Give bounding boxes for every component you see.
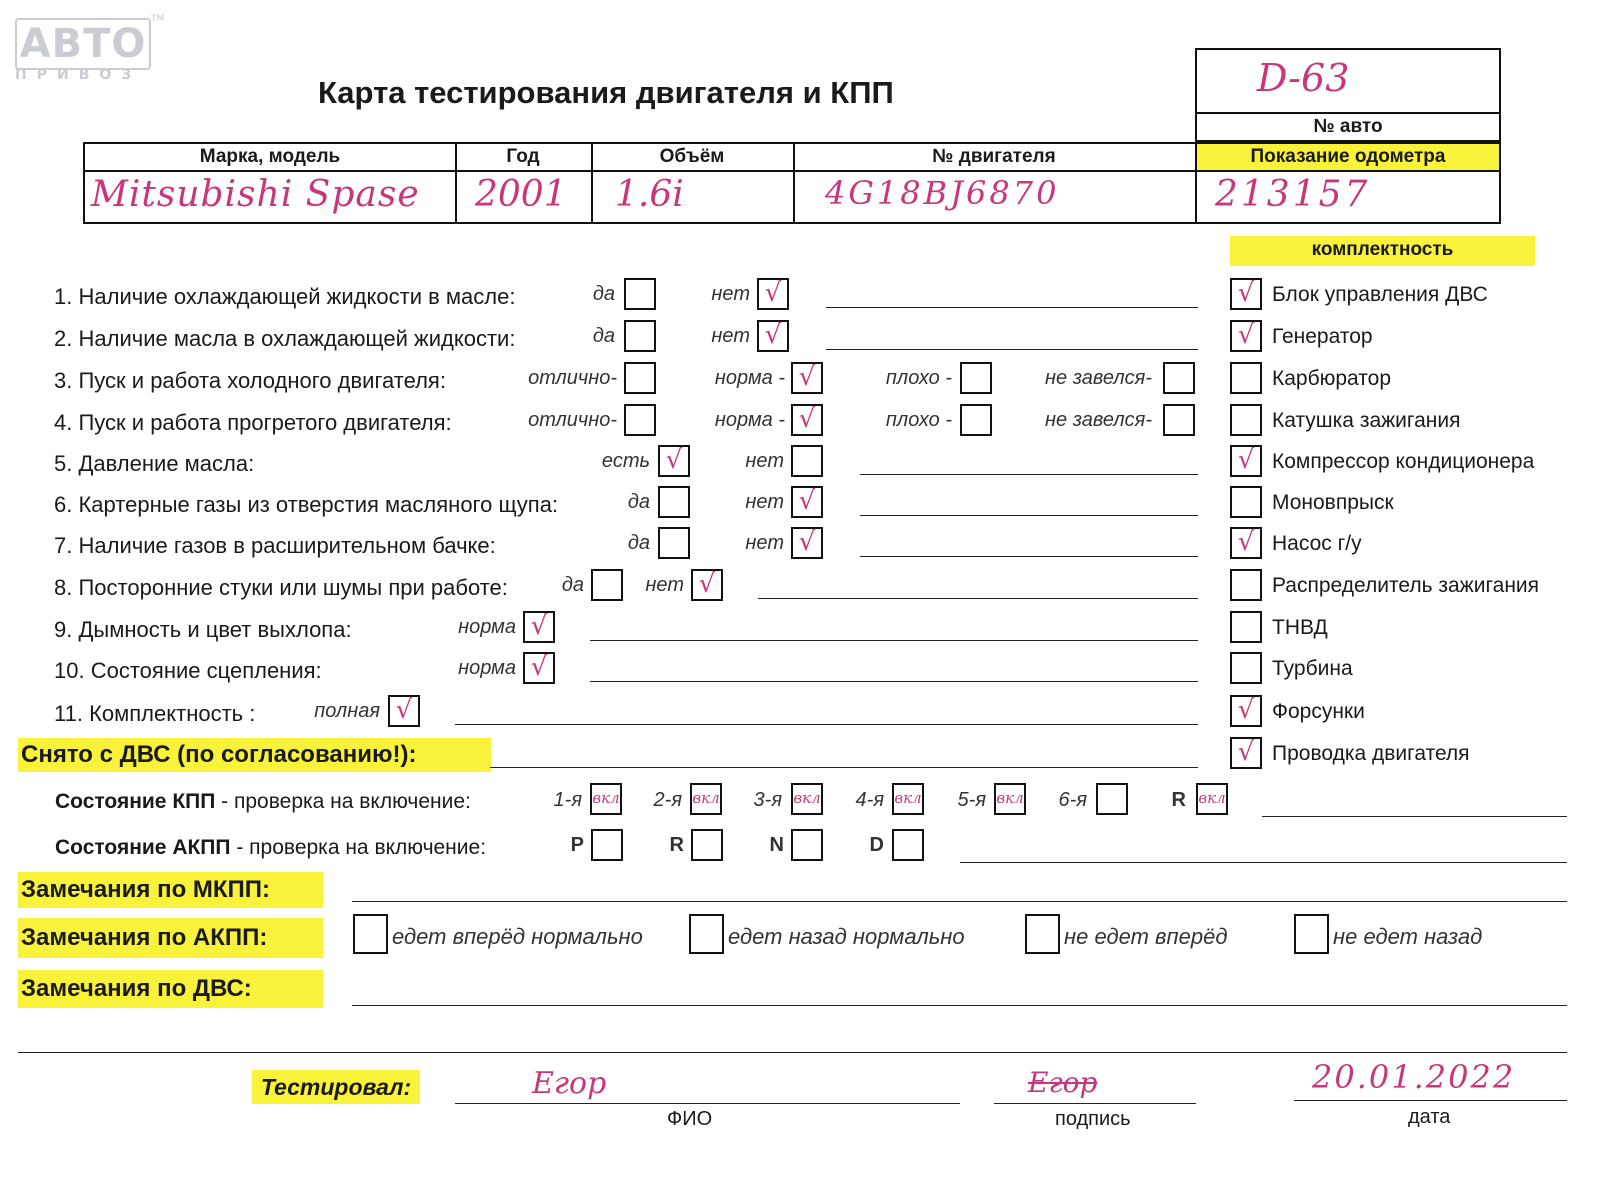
option-label: нет <box>745 491 784 513</box>
completeness-item: Моновпрыск <box>1272 491 1394 514</box>
akpp-remark-option: не едет вперёд <box>1064 924 1228 949</box>
logo-subtitle: ПРИВОЗ <box>15 67 142 83</box>
check-mark: √ <box>395 695 413 725</box>
signature: Егор <box>1028 1066 1098 1099</box>
check-mark: √ <box>665 445 683 475</box>
page-title: Карта тестирования двигателя и КПП <box>318 75 894 110</box>
question-7: 7. Наличие газов в расширительном бачке: <box>54 533 496 558</box>
checkbox-q2-yes[interactable] <box>624 320 656 352</box>
value-odometer: 213157 <box>1215 174 1371 215</box>
check-mark: √ <box>1237 320 1255 350</box>
gear-mark: вкл <box>793 789 821 807</box>
akpp-position-label: P <box>570 834 584 856</box>
checkbox-q3-excellent[interactable] <box>624 362 656 394</box>
option-label: есть <box>601 450 650 472</box>
question-3: 3. Пуск и работа холодного двигателя: <box>54 368 446 393</box>
question-9: 9. Дымность и цвет выхлопа: <box>54 617 352 642</box>
question-10: 10. Состояние сцепления: <box>54 658 322 683</box>
gear-label: 3-я <box>753 789 782 811</box>
option-label: нет <box>711 325 750 347</box>
akpp-label: Состояние АКПП - проверка на включение: <box>55 836 487 859</box>
question-6: 6. Картерные газы из отверстия масляного щупа: <box>54 492 559 517</box>
gear-mark: вкл <box>592 789 620 807</box>
completeness-item: Блок управления ДВС <box>1272 283 1488 306</box>
remarks-akpp-label: Замечания по АКПП: <box>18 918 323 958</box>
checkbox-akpp-n[interactable] <box>791 829 823 861</box>
option-label: да <box>592 283 615 305</box>
auto-number-label: № авто <box>1313 116 1383 137</box>
header-volume: Объём <box>659 146 725 167</box>
gear-mark: вкл <box>996 789 1024 807</box>
checkbox-q4-bad[interactable] <box>960 404 992 436</box>
value-volume: 1.6i <box>615 174 684 215</box>
option-label: не завелся- <box>1045 367 1152 389</box>
vehicle-table <box>83 142 1501 224</box>
checkbox-q4-excellent[interactable] <box>624 404 656 436</box>
completeness-item: Форсунки <box>1272 700 1365 723</box>
checkbox-q3-not-started[interactable] <box>1163 362 1195 394</box>
checkbox-turbine[interactable] <box>1230 652 1262 684</box>
check-mark: √ <box>1237 278 1255 308</box>
remarks-dvs-label: Замечания по ДВС: <box>18 970 323 1008</box>
completeness-item: Распределитель зажигания <box>1272 574 1540 597</box>
question-4: 4. Пуск и работа прогретого двигателя: <box>54 410 452 435</box>
completeness-item: Карбюратор <box>1272 367 1392 390</box>
checkbox-ignition-coil[interactable] <box>1230 404 1262 436</box>
test-date: 20.01.2022 <box>1312 1058 1516 1096</box>
check-mark: √ <box>1237 527 1255 557</box>
question-5: 5. Давление масла: <box>54 451 255 476</box>
header-year: Год <box>506 146 540 167</box>
checkbox-q5-no[interactable] <box>791 445 823 477</box>
check-mark: √ <box>798 486 816 516</box>
option-label: полная <box>314 700 380 722</box>
option-label: да <box>627 491 650 513</box>
check-mark: √ <box>764 278 782 308</box>
checkbox-q8-yes[interactable] <box>591 569 623 601</box>
checkbox-akpp-r[interactable] <box>691 829 723 861</box>
gear-label: 1-я <box>553 789 582 811</box>
check-mark: √ <box>530 652 548 682</box>
completeness-item: Насос г/у <box>1272 532 1362 555</box>
gear-label: R <box>1171 789 1186 811</box>
value-year: 2001 <box>475 174 567 215</box>
completeness-item: Компрессор кондиционера <box>1272 450 1535 473</box>
gear-label: 5-я <box>957 789 986 811</box>
auto-number-value: D-63 <box>1257 56 1350 100</box>
akpp-position-label: N <box>769 834 784 856</box>
header-engine-number: № двигателя <box>932 146 1056 167</box>
completeness-title: комплектность <box>1230 236 1535 266</box>
question-1: 1. Наличие охлаждающей жидкости в масле: <box>54 284 516 309</box>
tester-name: Егор <box>532 1066 607 1101</box>
completeness-item: Генератор <box>1272 325 1373 348</box>
check-mark: √ <box>798 527 816 557</box>
checkbox-no-forward[interactable] <box>1025 914 1060 954</box>
auto-number-box <box>1195 48 1501 142</box>
checkbox-q6-yes[interactable] <box>658 486 690 518</box>
fio-caption: ФИО <box>667 1108 713 1130</box>
logo: АВТО <box>15 18 151 70</box>
checkbox-mono-injection[interactable] <box>1230 486 1262 518</box>
option-label: не завелся- <box>1045 409 1152 431</box>
option-label: нет <box>645 574 684 596</box>
checkbox-q4-not-started[interactable] <box>1163 404 1195 436</box>
option-label: да <box>561 574 584 596</box>
question-8: 8. Посторонние стуки или шумы при работе: <box>54 575 508 600</box>
checkbox-no-reverse[interactable] <box>1294 914 1329 954</box>
remarks-mkpp-label: Замечания по МКПП: <box>18 872 323 908</box>
option-label: плохо - <box>885 409 952 431</box>
checkbox-tnvd[interactable] <box>1230 611 1262 643</box>
header-odometer: Показание одометра <box>1250 146 1446 167</box>
completeness-item: ТНВД <box>1272 616 1328 639</box>
check-mark: √ <box>698 569 716 599</box>
option-label: нет <box>745 532 784 554</box>
gear-label: 2-я <box>653 789 682 811</box>
check-mark: √ <box>1237 695 1255 725</box>
option-label: да <box>592 325 615 347</box>
gear-mark: вкл <box>894 789 922 807</box>
date-caption: дата <box>1408 1106 1451 1128</box>
option-label: да <box>627 532 650 554</box>
checkbox-akpp-d[interactable] <box>892 829 924 861</box>
check-mark: √ <box>1237 737 1255 767</box>
completeness-item: Турбина <box>1272 657 1353 680</box>
option-label: нет <box>745 450 784 472</box>
check-mark: √ <box>1237 445 1255 475</box>
gear-label: 4-я <box>855 789 884 811</box>
option-label: норма <box>458 616 516 638</box>
checkbox-q7-yes[interactable] <box>658 527 690 559</box>
question-2: 2. Наличие масла в охлаждающей жидкости: <box>54 326 516 351</box>
check-mark: √ <box>530 611 548 641</box>
checkbox-carburetor[interactable] <box>1230 362 1262 394</box>
trademark-mark: TM <box>151 14 165 24</box>
checkbox-gear-6[interactable] <box>1096 783 1128 815</box>
header-model: Марка, модель <box>199 146 341 167</box>
checkbox-reverse-normal[interactable] <box>689 914 724 954</box>
akpp-remark-option: не едет назад <box>1333 924 1483 949</box>
gear-mark: вкл <box>1198 789 1226 807</box>
check-mark: √ <box>798 404 816 434</box>
checkbox-forward-normal[interactable] <box>353 914 388 954</box>
signature-caption: подпись <box>1055 1108 1131 1130</box>
completeness-item: Проводка двигателя <box>1272 742 1470 765</box>
akpp-position-label: D <box>869 834 884 856</box>
kpp-label: Состояние КПП - проверка на включение: <box>55 790 471 813</box>
value-engine-number: 4G18BJ6870 <box>825 174 1060 212</box>
gear-label: 6-я <box>1058 789 1087 811</box>
akpp-position-label: R <box>669 834 684 856</box>
akpp-remark-option: едет назад нормально <box>728 924 965 949</box>
value-model: Mitsubishi Spase <box>91 174 420 215</box>
option-label: норма <box>458 657 516 679</box>
option-label: отлично- <box>528 367 617 389</box>
option-label: нет <box>711 283 750 305</box>
akpp-remark-option: едет вперёд нормально <box>392 924 643 949</box>
completeness-item: Катушка зажигания <box>1272 409 1461 432</box>
removed-label: Снято с ДВС (по согласованию!): <box>18 738 491 772</box>
option-label: плохо - <box>885 367 952 389</box>
checkbox-akpp-p[interactable] <box>591 829 623 861</box>
checkbox-q3-bad[interactable] <box>960 362 992 394</box>
option-label: норма - <box>714 367 785 389</box>
question-11: 11. Комплектность : <box>54 701 256 726</box>
checkbox-ignition-distributor[interactable] <box>1230 569 1262 601</box>
checkbox-q1-yes[interactable] <box>624 278 656 310</box>
option-label: отлично- <box>528 409 617 431</box>
gear-mark: вкл <box>692 789 720 807</box>
option-label: норма - <box>714 409 785 431</box>
tested-label: Тестировал: <box>252 1070 420 1104</box>
check-mark: √ <box>798 362 816 392</box>
check-mark: √ <box>764 320 782 350</box>
